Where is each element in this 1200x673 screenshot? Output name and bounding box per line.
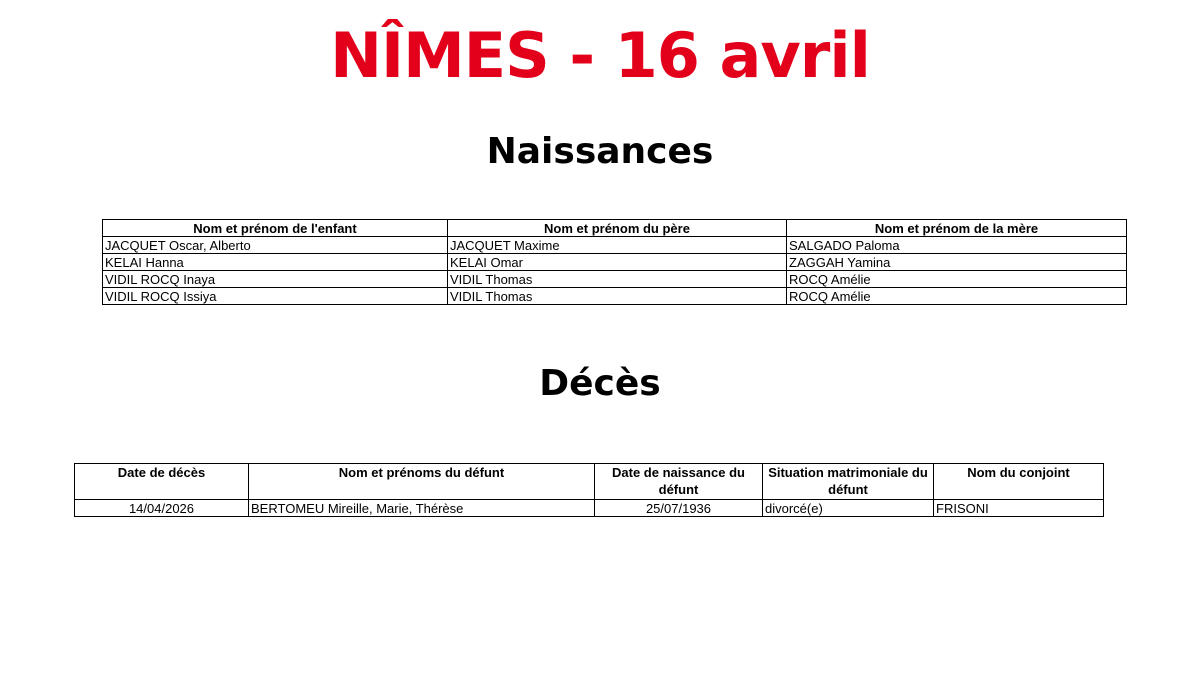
father-name: JACQUET Maxime [448, 237, 787, 254]
births-header-row [103, 220, 1127, 237]
table-row [103, 254, 1127, 271]
death-date: 14/04/2026 [75, 500, 249, 517]
deaths-col-birth-date: Date de naissance du défunt [595, 464, 763, 500]
spouse-name: FRISONI [934, 500, 1104, 517]
child-name: KELAI Hanna [103, 254, 448, 271]
father-name: VIDIL Thomas [448, 288, 787, 305]
deaths-col-marital-status: Situation matrimoniale du défunt [763, 464, 934, 500]
births-table [102, 219, 1127, 305]
mother-name: SALGADO Paloma [787, 237, 1127, 254]
page-title: NÎMES - 16 avril [330, 19, 870, 92]
deaths-col-spouse: Nom du conjoint [934, 464, 1104, 500]
table-row [103, 288, 1127, 305]
table-row [75, 500, 1104, 517]
mother-name: ROCQ Amélie [787, 271, 1127, 288]
mother-name: ROCQ Amélie [787, 288, 1127, 305]
child-name: VIDIL ROCQ Issiya [103, 288, 448, 305]
father-name: VIDIL Thomas [448, 271, 787, 288]
table-row [103, 237, 1127, 254]
father-name: KELAI Omar [448, 254, 787, 271]
births-col-father: Nom et prénom du père [448, 220, 787, 237]
birth-date: 25/07/1936 [595, 500, 763, 517]
births-heading: Naissances [486, 131, 714, 172]
births-col-mother: Nom et prénom de la mère [787, 220, 1127, 237]
deceased-name: BERTOMEU Mireille, Marie, Thérèse [249, 500, 595, 517]
deaths-table [74, 463, 1104, 517]
deaths-heading: Décès [539, 363, 661, 404]
child-name: JACQUET Oscar, Alberto [103, 237, 448, 254]
deaths-col-death-date: Date de décès [75, 464, 249, 500]
deaths-col-deceased-name: Nom et prénoms du défunt [249, 464, 595, 500]
marital-status: divorcé(e) [763, 500, 934, 517]
deaths-header-row [75, 464, 1104, 500]
child-name: VIDIL ROCQ Inaya [103, 271, 448, 288]
mother-name: ZAGGAH Yamina [787, 254, 1127, 271]
births-col-child: Nom et prénom de l'enfant [103, 220, 448, 237]
table-row [103, 271, 1127, 288]
